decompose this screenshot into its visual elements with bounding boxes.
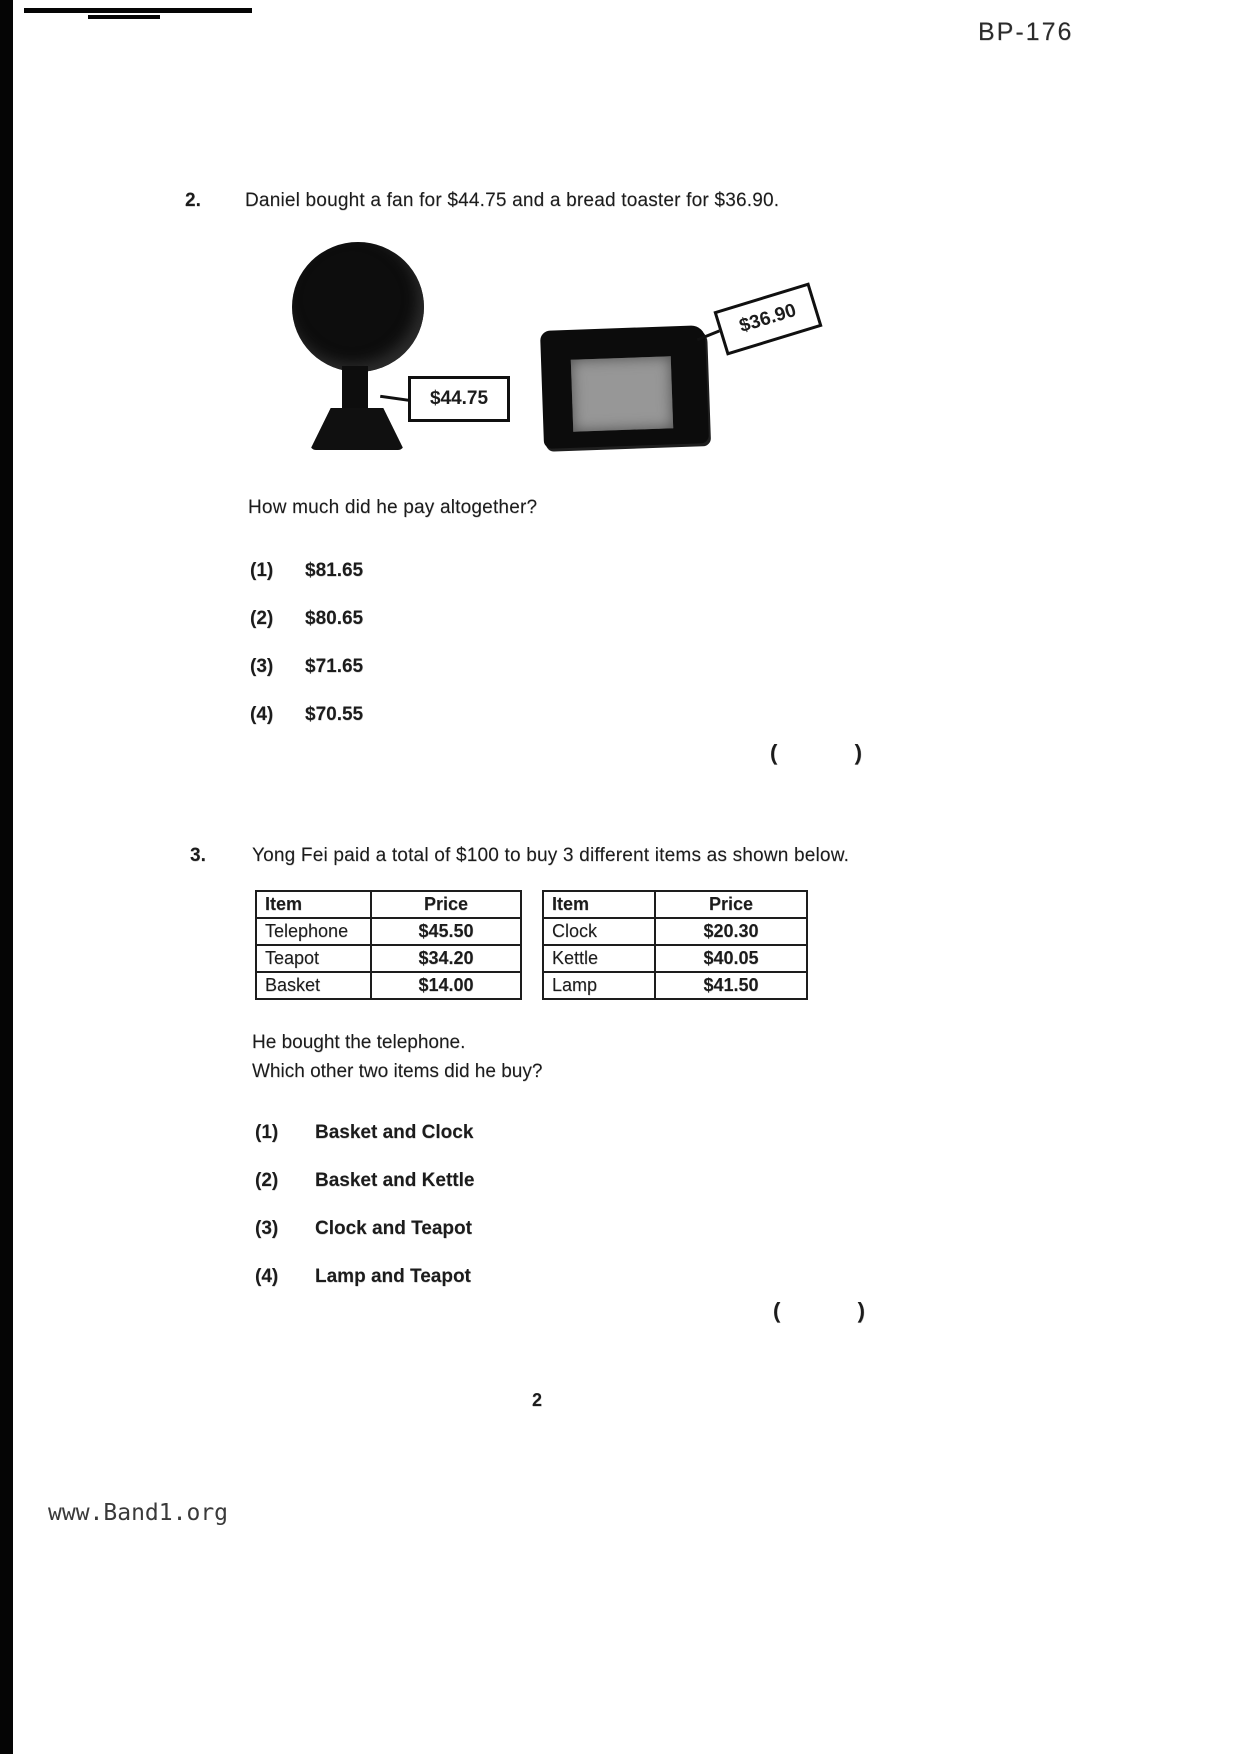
page-number: 2: [532, 1390, 543, 1410]
table-row: [256, 918, 521, 945]
scan-artifact-top-line-2: [88, 15, 160, 19]
table-header-row: [543, 891, 807, 918]
table-row: [543, 972, 807, 999]
option-value: $81.65: [305, 560, 364, 581]
option-value: Lamp and Teapot: [315, 1266, 471, 1287]
item-cell: Telephone: [256, 918, 371, 945]
table-row: [256, 972, 521, 999]
option-value: $70.55: [305, 704, 364, 725]
table-row: [543, 945, 807, 972]
question3-text: Yong Fei paid a total of $100 to buy 3 different items as shown below.: [252, 845, 850, 866]
option-label: (4): [250, 704, 274, 725]
bracket-close: ): [854, 740, 862, 765]
fan-base: [310, 408, 404, 450]
toaster-price-tag: $36.90: [713, 282, 822, 355]
question2-option-4: [250, 704, 363, 726]
question3-answer-brackets: [773, 1298, 865, 1324]
option-value: Basket and Clock: [315, 1122, 474, 1143]
scan-artifact-left-bar: [0, 0, 13, 1754]
option-label: (2): [250, 608, 274, 629]
question2-text: Daniel bought a fan for $44.75 and a bread toaster for $36.90.: [245, 190, 780, 211]
footer-watermark: www.Band1.org: [48, 1500, 229, 1526]
question2-row: [185, 190, 779, 212]
table-row: [256, 945, 521, 972]
price-cell: $40.05: [655, 945, 807, 972]
item-cell: Lamp: [543, 972, 655, 999]
scan-artifact-top-line-1: [24, 8, 252, 13]
question3-prompt-1: He bought the telephone.: [252, 1032, 466, 1053]
bracket-close: ): [857, 1298, 865, 1323]
question2-option-3: [250, 656, 363, 678]
option-label: (1): [255, 1122, 279, 1143]
option-label: (3): [250, 656, 274, 677]
question3-options: [255, 1122, 474, 1288]
question3-prompt-2: Which other two items did he buy?: [252, 1061, 543, 1082]
table-header-row: [256, 891, 521, 918]
question3-prompts: [252, 1028, 542, 1086]
price-cell: $45.50: [371, 918, 521, 945]
option-value: $71.65: [305, 656, 364, 677]
column-header-item: Item: [256, 891, 371, 918]
table-row: [543, 918, 807, 945]
question3-tables: [255, 890, 808, 1000]
question3-row: [190, 845, 849, 867]
question2-answer-brackets: [770, 740, 862, 766]
question2-number: 2.: [185, 190, 201, 211]
question3-table-2: [542, 890, 808, 1000]
question2-prompt: How much did he pay altogether?: [248, 497, 538, 518]
price-cell: $41.50: [655, 972, 807, 999]
bracket-open: (: [770, 740, 778, 765]
question3-option-1: [255, 1122, 474, 1144]
fan-image: [292, 242, 424, 372]
question2-options: [250, 560, 363, 726]
question2-option-1: [250, 560, 363, 582]
question2-illustration: [280, 240, 840, 475]
question3-option-3: [255, 1218, 474, 1240]
item-cell: Basket: [256, 972, 371, 999]
fan-price-tag: $44.75: [408, 376, 510, 422]
option-label: (4): [255, 1266, 279, 1287]
price-cell: $34.20: [371, 945, 521, 972]
option-label: (2): [255, 1170, 279, 1191]
question3-option-4: [255, 1266, 474, 1288]
option-value: Basket and Kettle: [315, 1170, 475, 1191]
question3-number: 3.: [190, 845, 206, 866]
fan-stand: [342, 366, 368, 412]
question2-option-2: [250, 608, 363, 630]
option-value: Clock and Teapot: [315, 1218, 472, 1239]
column-header-price: Price: [371, 891, 521, 918]
toaster-front-panel: [571, 356, 673, 431]
bracket-open: (: [773, 1298, 781, 1323]
option-label: (3): [255, 1218, 279, 1239]
price-cell: $14.00: [371, 972, 521, 999]
item-cell: Kettle: [543, 945, 655, 972]
page-header-code: BP-176: [978, 18, 1074, 46]
price-cell: $20.30: [655, 918, 807, 945]
column-header-price: Price: [655, 891, 807, 918]
item-cell: Clock: [543, 918, 655, 945]
option-label: (1): [250, 560, 274, 581]
item-cell: Teapot: [256, 945, 371, 972]
question3-option-2: [255, 1170, 474, 1192]
question3-table-1: [255, 890, 522, 1000]
option-value: $80.65: [305, 608, 364, 629]
column-header-item: Item: [543, 891, 655, 918]
